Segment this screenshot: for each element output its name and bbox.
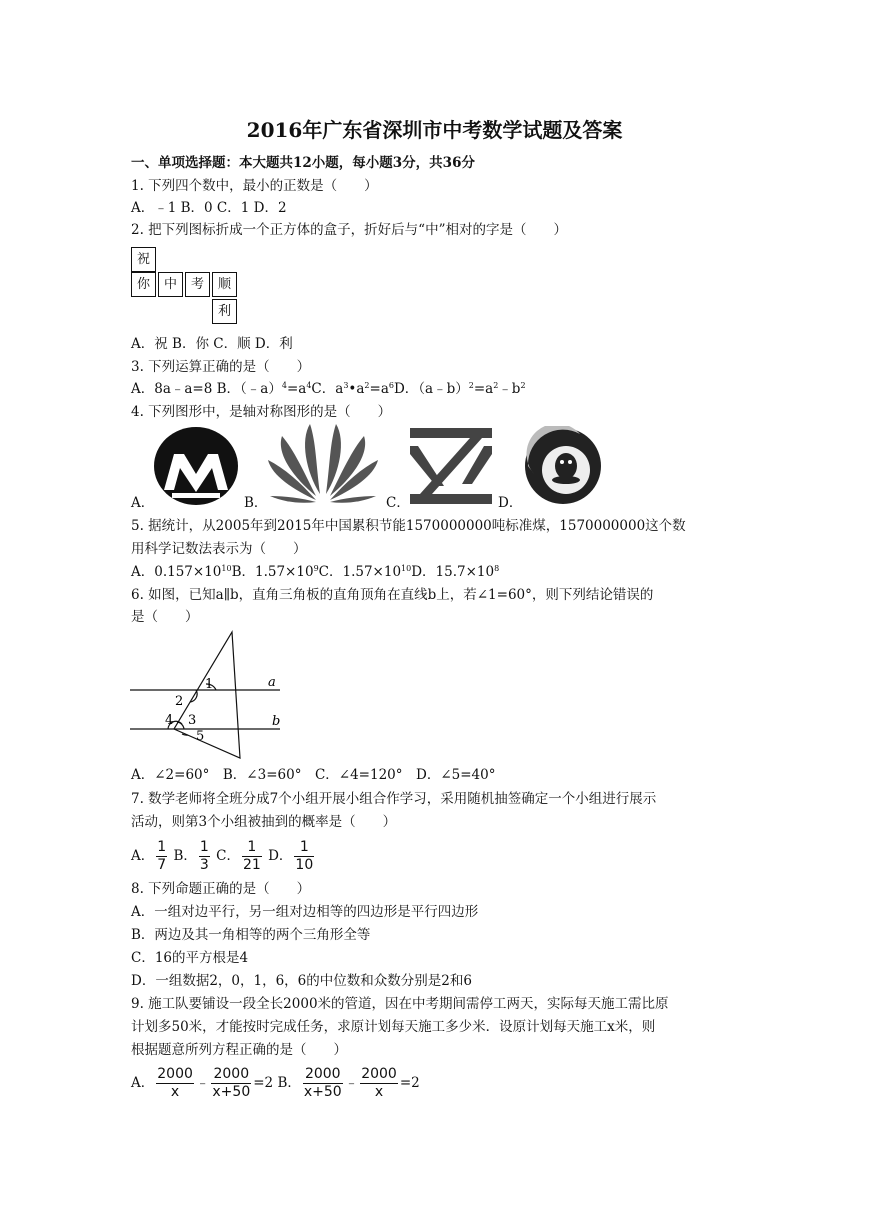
q9-options: A． $\frac{2000}{x}$ ﹣ $\frac{2000}{x+50}$ =2 B． $\frac{2000}{x+50}$ ﹣ $\frac{2000}{x}$ =2 (131, 1066, 420, 1100)
q6-stem-line1: 6. 如图，已知a∥b，直角三角板的直角顶角在直线b上，若∠1=60°，则下列结论错误的 (131, 587, 654, 603)
net-cell-ni: 你 (131, 272, 156, 297)
angle-label-4: 4 (165, 713, 174, 728)
q7-stem-line1: 7. 数学老师将全班分成7个小组开展小组合作学习，采用随机抽签确定一个小组进行展示 (131, 791, 657, 807)
q4-label-a: A． (131, 495, 155, 511)
metro-logo-icon (152, 426, 240, 506)
q3-stem: 3. 下列运算正确的是（ ） (131, 359, 311, 375)
page-title: 2016年广东省深圳市中考数学试题及答案 (246, 118, 623, 142)
huawei-logo-icon (266, 420, 380, 506)
q4-label-c: C． (386, 495, 410, 511)
q7-stem-line2: 活动，则第3个小组被抽到的概率是（ ） (131, 814, 397, 830)
q6-options: A．∠2=60° B．∠3=60° C．∠4=120° D．∠5=40° (131, 767, 496, 783)
line-label-b: b (272, 714, 281, 729)
fraction-1-3: $\frac{1}{3}$ (199, 839, 209, 873)
angle-label-3: 3 (188, 713, 197, 728)
q1-options: A．﹣1 B．0 C．1 D．2 (131, 200, 287, 216)
q5-options: A．$0.157\times 10^{10}B$．$1.57\times 10^9C$．$1.57\times 10^{10}D$．$15.7\times 10^8$ (131, 564, 500, 580)
fraction-1-7: $\frac{1}{7}$ (157, 839, 167, 873)
q8-stem: 8. 下列命题正确的是（ ） (131, 881, 311, 897)
parallel-lines-triangle-figure (130, 628, 290, 762)
net-cell-zhong: 中 (158, 272, 183, 297)
q9b-fraction-1: $\frac{2000}{x+50}$ (303, 1066, 342, 1100)
q9-stem-line3: 根据题意所列方程正确的是（ ） (131, 1042, 347, 1058)
net-cell-kao: 考 (185, 272, 210, 297)
q9b-fraction-2: $\frac{2000}{x}$ (361, 1066, 397, 1100)
qq-penguin-logo-icon (520, 426, 606, 506)
q8-option-d: D．一组数据2，0，1，6，6的中位数和众数分别是2和6 (131, 973, 472, 989)
net-cell-li: 利 (212, 299, 237, 324)
fraction-1-10: $\frac{1}{10}$ (295, 839, 314, 873)
angle-label-1: 1 (205, 677, 214, 692)
line-label-a: a (268, 675, 276, 690)
q5-stem-line1: 5. 据统计，从2005年到2015年中国累积节能1570000000吨标准煤，1570000000这个数 (131, 518, 686, 534)
net-cell-zhu: 祝 (131, 247, 156, 272)
q6-stem-line2: 是（ ） (131, 609, 199, 625)
q2-stem: 2. 把下列图标折成一个正方体的盒子，折好后与“中”相对的字是（ ） (131, 222, 567, 238)
angle-label-2: 2 (175, 694, 184, 709)
q3-options: A．8a﹣a=8 B．$(﹣a)^4=a^4C$．$a^3•a^2=a^6D$．$(a﹣b)^2=a^2﹣b^2$ (131, 381, 526, 397)
q9-stem-line1: 9. 施工队要铺设一段全长2000米的管道，因在中考期间需停工两天，实际每天施工需比原 (131, 996, 669, 1012)
q8-option-c: C．16的平方根是4 (131, 950, 249, 966)
section-heading: 一、单项选择题：本大题共12小题，每小题3分，共36分 (131, 155, 475, 171)
q9-stem-line2: 计划多50米，才能按时完成任务，求原计划每天施工多少米．设原计划每天施工x米，则 (131, 1019, 656, 1035)
q8-option-b: B．两边及其一角相等的两个三角形全等 (131, 927, 371, 943)
q4-label-d: D． (498, 495, 523, 511)
q8-option-a: A．一组对边平行，另一组对边相等的四边形是平行四边形 (131, 904, 479, 920)
right-triangle (174, 632, 240, 758)
angle-label-5: 5 (196, 729, 205, 744)
q2-options: A．祝 B．你 C．顺 D．利 (131, 336, 293, 352)
q9a-fraction-1: $\frac{2000}{x}$ (157, 1066, 193, 1100)
q5-stem-line2: 用科学记数法表示为（ ） (131, 541, 307, 557)
q9a-fraction-2: $\frac{2000}{x+50}$ (212, 1066, 251, 1100)
q4-label-b: B． (244, 495, 268, 511)
net-cell-shun: 顺 (212, 272, 237, 297)
fraction-1-21: $\frac{1}{21}$ (242, 839, 261, 873)
q4-stem: 4. 下列图形中，是轴对称图形的是（ ） (131, 404, 392, 420)
q7-options: A． $\frac{1}{7}$ B． $\frac{1}{3}$ C． $\frac{1}{21}$ D． $\frac{1}{10}$ (131, 839, 314, 873)
q1-stem: 1. 下列四个数中，最小的正数是（ ） (131, 178, 378, 194)
z-shape-icon (408, 426, 494, 506)
